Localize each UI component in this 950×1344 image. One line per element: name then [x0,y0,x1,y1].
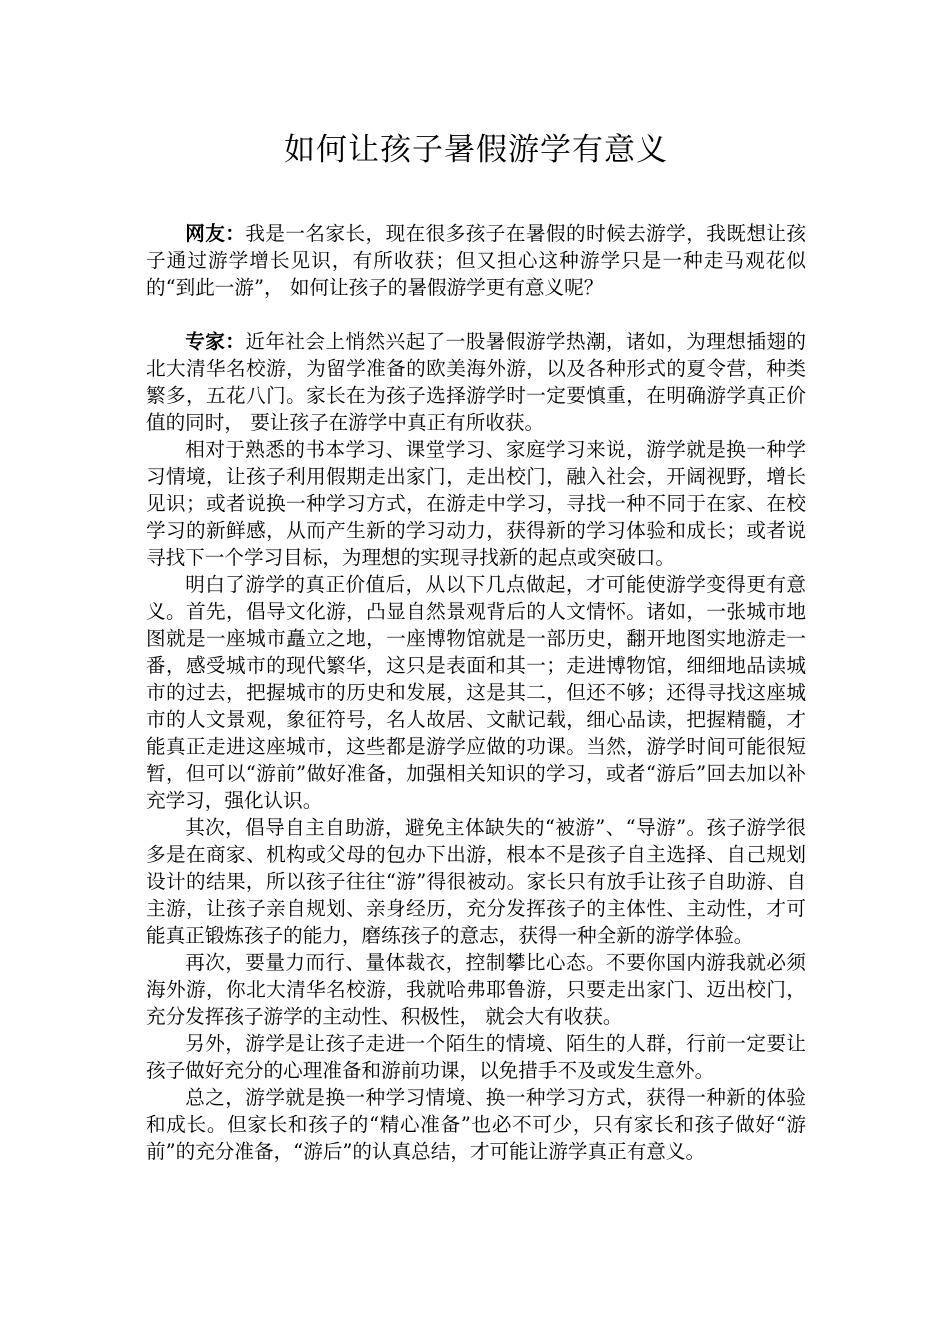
body-paragraph-4: 再次，要量力而行、量体裁衣，控制攀比心态。不要你国内游我就必须海外游，你北大清华名校游，我就哈弗耶鲁游，只要走出家门、迈出校门， 充分发挥孩子游学的主动性、积极性， 就会大有收获。 [146,951,806,1028]
answer-paragraph [146,328,806,436]
body-paragraph-3: 其次，倡导自主自助游，避免主体缺失的“被游”、“导游”。孩子游学很多是在商家、机构或父母的包办下出游，根本不是孩子自主选择、自己规划设计的结果，所以孩子往往“游”得很被动。家长只有放手让孩子自助游、自主游，让孩子亲自规划、亲身经历，充分发挥孩子的主体性、主动性，才可能真正锻炼孩子的能力，磨练孩子的意志，获得一种全新的游学体验。 [146,816,806,947]
article-body [146,220,806,1165]
answer-speaker: 专家： [185,330,246,353]
question-speaker: 网友： [185,222,246,245]
body-paragraph-6: 总之，游学就是换一种学习情境、换一种学习方式，获得一种新的体验和成长。但家长和孩子的“精心准备”也必不可少，只有家长和孩子做好“游前”的充分准备，“游后”的认真总结，才可能让游学真正有意义。 [146,1086,806,1163]
answer-text: 近年社会上悄然兴起了一股暑假游学热潮，诸如，为理想插翅的北大清华名校游，为留学准备的欧美海外游，以及各种形式的夏令营，种类繁多，五花八门。家长在为孩子选择游学时一定要慎重，在明确游学真正价值的同时， 要让孩子在游学中真正有所收获。 [146,330,807,434]
document-page [146,0,806,1344]
question-text: 我是一名家长，现在很多孩子在暑假的时候去游学，我既想让孩子通过游学增长见识，有所收获；但又担心这种游学只是一种走马观花似的“到此一游”， 如何让孩子的暑假游学更有意义呢？ [146,222,807,299]
body-paragraph-5: 另外，游学是让孩子走进一个陌生的情境、陌生的人群，行前一定要让孩子做好充分的心理准备和游前功课，以免措手不及或发生意外。 [146,1032,806,1082]
page-title: 如何让孩子暑假游学有意义 [284,132,668,168]
question-paragraph [146,220,806,301]
body-paragraph-1: 相对于熟悉的书本学习、课堂学习、家庭学习来说，游学就是换一种学习情境，让孩子利用假期走出家门，走出校门，融入社会，开阔视野，增长见识；或者说换一种学习方式，在游走中学习，寻找一种不同于在家、在校学习的新鲜感，从而产生新的学习动力，获得新的学习体验和成长；或者说寻找下一个学习目标，为理想的实现寻找新的起点或突破口。 [146,438,806,569]
body-paragraph-2: 明白了游学的真正价值后，从以下几点做起，才可能使游学变得更有意义。首先，倡导文化游，凸显自然景观背后的人文情怀。诸如，一张城市地图就是一座城市矗立之地，一座博物馆就是一部历史，翻开地图实地游走一番，感受城市的现代繁华，这只是表面和其一；走进博物馆，细细地品读城市的过去，把握城市的历史和发展，这是其二，但还不够；还得寻找这座城市的人文景观，象征符号，名人故居、文献记载，细心品读，把握精髓，才能真正走进这座城市，这些都是游学应做的功课。当然，游学时间可能很短暂，但可以“游前”做好准备，加强相关知识的学习，或者“游后”回去加以补充学习，强化认识。 [146,573,806,812]
